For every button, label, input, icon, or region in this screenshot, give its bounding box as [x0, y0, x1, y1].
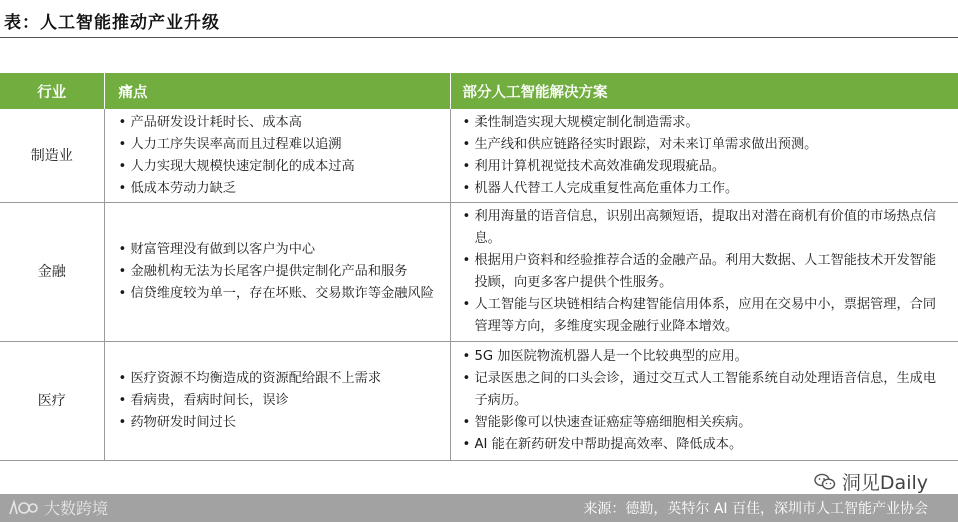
- list-item: • 产品研发设计耗时长、成本高: [107, 112, 442, 134]
- list-item: • 柔性制造实现大规模定制化制造需求。: [451, 112, 941, 134]
- industry-table: [0, 73, 958, 461]
- list-item: • 看病贵，看病时间长，误诊: [107, 390, 442, 412]
- solution-list: [451, 112, 958, 200]
- industry-cell: 制造业: [0, 109, 104, 203]
- footer-logo-text: 大数跨境: [44, 499, 109, 518]
- pain-cell: [104, 203, 450, 342]
- table-row: [0, 109, 958, 203]
- footer-bar: [0, 494, 958, 522]
- solution-cell: [450, 203, 958, 342]
- list-item: • AI 能在新药研发中帮助提高效率、降低成本。: [451, 434, 941, 456]
- list-item: • 利用海量的语音信息，识别出高频短语，提取出对潜在商机有价值的市场热点信息。: [451, 206, 941, 250]
- watermark-text: 洞见Daily: [841, 472, 928, 494]
- solution-cell: [450, 109, 958, 203]
- title-divider: [0, 37, 958, 38]
- wechat-watermark: [814, 468, 928, 495]
- industry-cell: 金融: [0, 203, 104, 342]
- list-item: • 人力工序失误率高而且过程难以追溯: [107, 134, 442, 156]
- header-solution: 部分人工智能解决方案: [450, 73, 958, 109]
- table-header-row: [0, 73, 958, 109]
- industry-cell: 医疗: [0, 342, 104, 461]
- pain-cell: [104, 109, 450, 203]
- wechat-icon: [814, 473, 836, 491]
- solution-cell: [450, 342, 958, 461]
- list-item: • 根据用户资料和经验推荐合适的金融产品。利用大数据、人工智能技术开发智能投顾，向更多客户提供个性服务。: [451, 250, 941, 294]
- list-item: • 人力实现大规模快速定制化的成本过高: [107, 156, 442, 178]
- list-item: • 记录医患之间的口头会诊，通过交互式人工智能系统自动处理语音信息，生成电子病历。: [451, 368, 941, 412]
- list-item: • 人工智能与区块链相结合构建智能信用体系，应用在交易中小，票据管理，合同管理等方向，多维度实现金融行业降本增效。: [451, 294, 941, 338]
- list-item: • 机器人代替工人完成重复性高危重体力工作。: [451, 178, 941, 200]
- header-pain: 痛点: [104, 73, 450, 109]
- list-item: • 医疗资源不均衡造成的资源配给跟不上需求: [107, 368, 442, 390]
- solution-list: [451, 346, 958, 456]
- source-note: 来源：德勤，英特尔 AI 百佳，深圳市人工智能产业协会: [583, 501, 928, 517]
- list-item: • 药物研发时间过长: [107, 412, 442, 434]
- list-item: • 智能影像可以快速查证癌症等癌细胞相关疾病。: [451, 412, 941, 434]
- list-item: • 财富管理没有做到以客户为中心: [107, 239, 442, 261]
- pain-list: [105, 112, 450, 200]
- brand-logo-icon: [8, 499, 38, 517]
- list-item: • 金融机构无法为长尾客户提供定制化产品和服务: [107, 261, 442, 283]
- list-item: • 生产线和供应链路径实时跟踪，对未来订单需求做出预测。: [451, 134, 941, 156]
- pain-cell: [104, 342, 450, 461]
- pain-list: [105, 239, 450, 305]
- page-title: 表：人工智能推动产业升级: [4, 13, 220, 33]
- table-row: [0, 203, 958, 342]
- list-item: • 5G 加医院物流机器人是一个比较典型的应用。: [451, 346, 941, 368]
- table-row: [0, 342, 958, 461]
- list-item: • 利用计算机视觉技术高效准确发现瑕疵品。: [451, 156, 941, 178]
- list-item: • 信贷维度较为单一，存在坏账、交易欺诈等金融风险: [107, 283, 442, 305]
- solution-list: [451, 206, 958, 338]
- header-industry: 行业: [0, 73, 104, 109]
- list-item: • 低成本劳动力缺乏: [107, 178, 442, 200]
- footer-logo: [8, 496, 108, 519]
- pain-list: [105, 368, 450, 434]
